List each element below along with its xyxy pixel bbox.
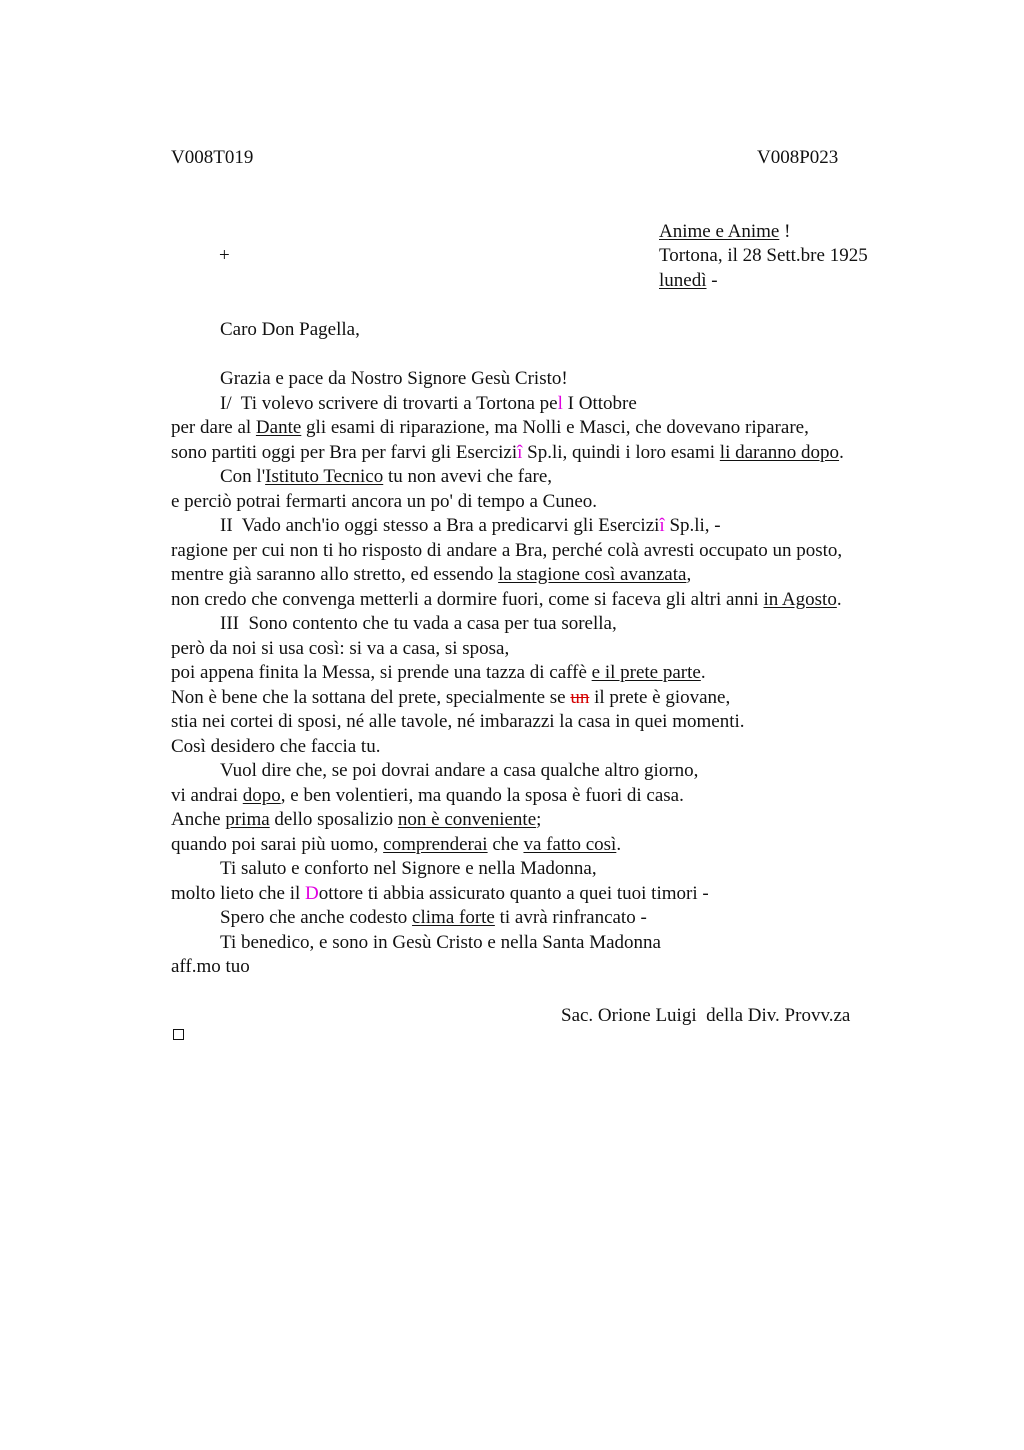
p3-c-end: .	[700, 662, 706, 683]
p2-d-pre: non credo che convenga metterli a dormire fuori, come si faceva gli altri anni	[171, 589, 764, 610]
p1-d-pre: Con l'	[220, 466, 266, 487]
p3-line-3	[171, 661, 706, 686]
p1-a-end: I Ottobre	[562, 393, 637, 414]
p1-b-post: gli esami di riparazione, ma Nolli e Masci, che dovevano riparare,	[301, 417, 809, 438]
p1-line-5: e perciò potrai fermarti ancora un po' di tempo a Cuneo.	[171, 491, 598, 512]
p5-c-pre: Spero che anche codesto	[220, 907, 413, 928]
p4-line-2	[171, 784, 684, 809]
weekday-suffix: -	[706, 270, 718, 291]
p1-c-mid: Sp.li, quindi i loro esami	[522, 442, 720, 463]
p5-line-5: aff.mo tuo	[171, 956, 250, 977]
p1-c-correction: î	[517, 442, 523, 463]
p2-c-end: ,	[686, 564, 692, 585]
p1-a-correction: l	[557, 393, 563, 414]
p5-b-correction: D	[305, 883, 319, 904]
p1-line-3	[171, 441, 844, 466]
p1-c-end: .	[839, 442, 844, 463]
p5-b-pre: molto lieto che il	[171, 883, 306, 904]
p3-line-6: Così desidero che faccia tu.	[171, 736, 381, 757]
p1-line-1	[220, 392, 637, 417]
p1-a: I/ Ti volevo scrivere di trovarti a Tortona pe	[220, 393, 558, 414]
code-right: V008P023	[757, 147, 839, 168]
p2-a-pre: II Vado anch'io oggi stesso a Bra a predicarvi gli Esercizi	[220, 515, 660, 536]
p1-b-pre: per dare al	[171, 417, 256, 438]
motto-suffix: !	[779, 221, 791, 242]
p1-c-underlined: li daranno dopo	[719, 442, 840, 463]
p5-line-3	[220, 906, 647, 931]
p4-d-end: .	[616, 834, 622, 855]
p3-c-underlined: e il prete parte	[591, 662, 701, 683]
p4-c-underlined-2: non è conveniente	[397, 809, 537, 830]
p3-c-pre: poi appena finita la Messa, si prende una tazza di caffè	[171, 662, 592, 683]
p4-d-mid: che	[487, 834, 524, 855]
p2-d-end: .	[836, 589, 842, 610]
p5-b-post: ottore ti abbia assicurato quanto a quei tuoi timori -	[318, 883, 709, 904]
greeting: Grazia e pace da Nostro Signore Gesù Cristo!	[220, 368, 568, 389]
motto	[659, 220, 790, 245]
p4-line-3	[171, 808, 541, 833]
p2-a-correction: î	[659, 515, 665, 536]
p4-d-pre: quando poi sarai più uomo,	[171, 834, 384, 855]
place-date: Tortona, il 28 Sett.bre 1925	[659, 245, 868, 266]
p2-c-pre: mentre già saranno allo stretto, ed essendo	[171, 564, 499, 585]
p3-line-4	[171, 686, 730, 711]
p5-line-4: Ti benedico, e sono in Gesù Cristo e nella Santa Madonna	[220, 932, 661, 953]
p5-line-2	[171, 882, 709, 907]
p2-c-underlined: la stagione così avanzata	[498, 564, 687, 585]
motto-text: Anime e Anime	[659, 221, 780, 242]
p3-d-pre: Non è bene che la sottana del prete, specialmente se	[171, 687, 571, 708]
p4-c-end: ;	[536, 809, 542, 830]
p4-b-post: , e ben volentieri, ma quando la sposa è fuori di casa.	[280, 785, 684, 806]
p4-line-4	[171, 833, 621, 858]
p4-d-underlined-1: comprenderai	[383, 834, 488, 855]
p3-line-1: III Sono contento che tu vada a casa per tua sorella,	[220, 613, 617, 634]
p3-d-post: il prete è giovane,	[589, 687, 731, 708]
signature: Sac. Orione Luigi della Div. Provv.za	[561, 1005, 851, 1026]
p1-line-2	[171, 416, 809, 441]
p4-c-mid: dello sposalizio	[269, 809, 398, 830]
p1-d-post: tu non avevi che fare,	[383, 466, 553, 487]
p3-d-deleted: un	[570, 687, 590, 708]
p2-line-1	[220, 514, 721, 539]
p4-b-pre: vi andrai	[171, 785, 243, 806]
p1-d-underlined: Istituto Tecnico	[265, 466, 384, 487]
p1-b-underlined: Dante	[255, 417, 302, 438]
weekday-text: lunedì	[659, 270, 707, 291]
p4-c-underlined-1: prima	[225, 809, 270, 830]
p1-c-pre: sono partiti oggi per Bra per farvi gli Esercizi	[171, 442, 518, 463]
p2-d-underlined: in Agosto	[763, 589, 837, 610]
p4-c-pre: Anche	[171, 809, 226, 830]
p2-line-4	[171, 588, 842, 613]
p1-line-4	[220, 465, 552, 490]
p3-line-2: però da noi si usa così: si va a casa, si sposa,	[171, 638, 510, 659]
salutation: Caro Don Pagella,	[220, 319, 360, 340]
p5-c-post: ti avrà rinfrancato -	[494, 907, 647, 928]
checkbox-square-icon	[173, 1029, 184, 1040]
p4-line-1: Vuol dire che, se poi dovrai andare a casa qualche altro giorno,	[220, 760, 699, 781]
cross-mark: +	[219, 245, 230, 266]
p3-line-5: stia nei cortei di sposi, né alle tavole, né imbarazzi la casa in quei momenti.	[171, 711, 745, 732]
p4-d-underlined-2: va fatto così	[523, 834, 617, 855]
weekday	[659, 269, 718, 294]
p5-c-underlined: clima forte	[412, 907, 495, 928]
p2-a-post: Sp.li, -	[664, 515, 721, 536]
p2-line-3	[171, 563, 691, 588]
p2-line-2: ragione per cui non ti ho risposto di andare a Bra, perché colà avresti occupato un posto,	[171, 540, 843, 561]
p5-line-1: Ti saluto e conforto nel Signore e nella Madonna,	[220, 858, 597, 879]
p4-b-underlined: dopo	[242, 785, 281, 806]
code-left: V008T019	[171, 147, 254, 168]
